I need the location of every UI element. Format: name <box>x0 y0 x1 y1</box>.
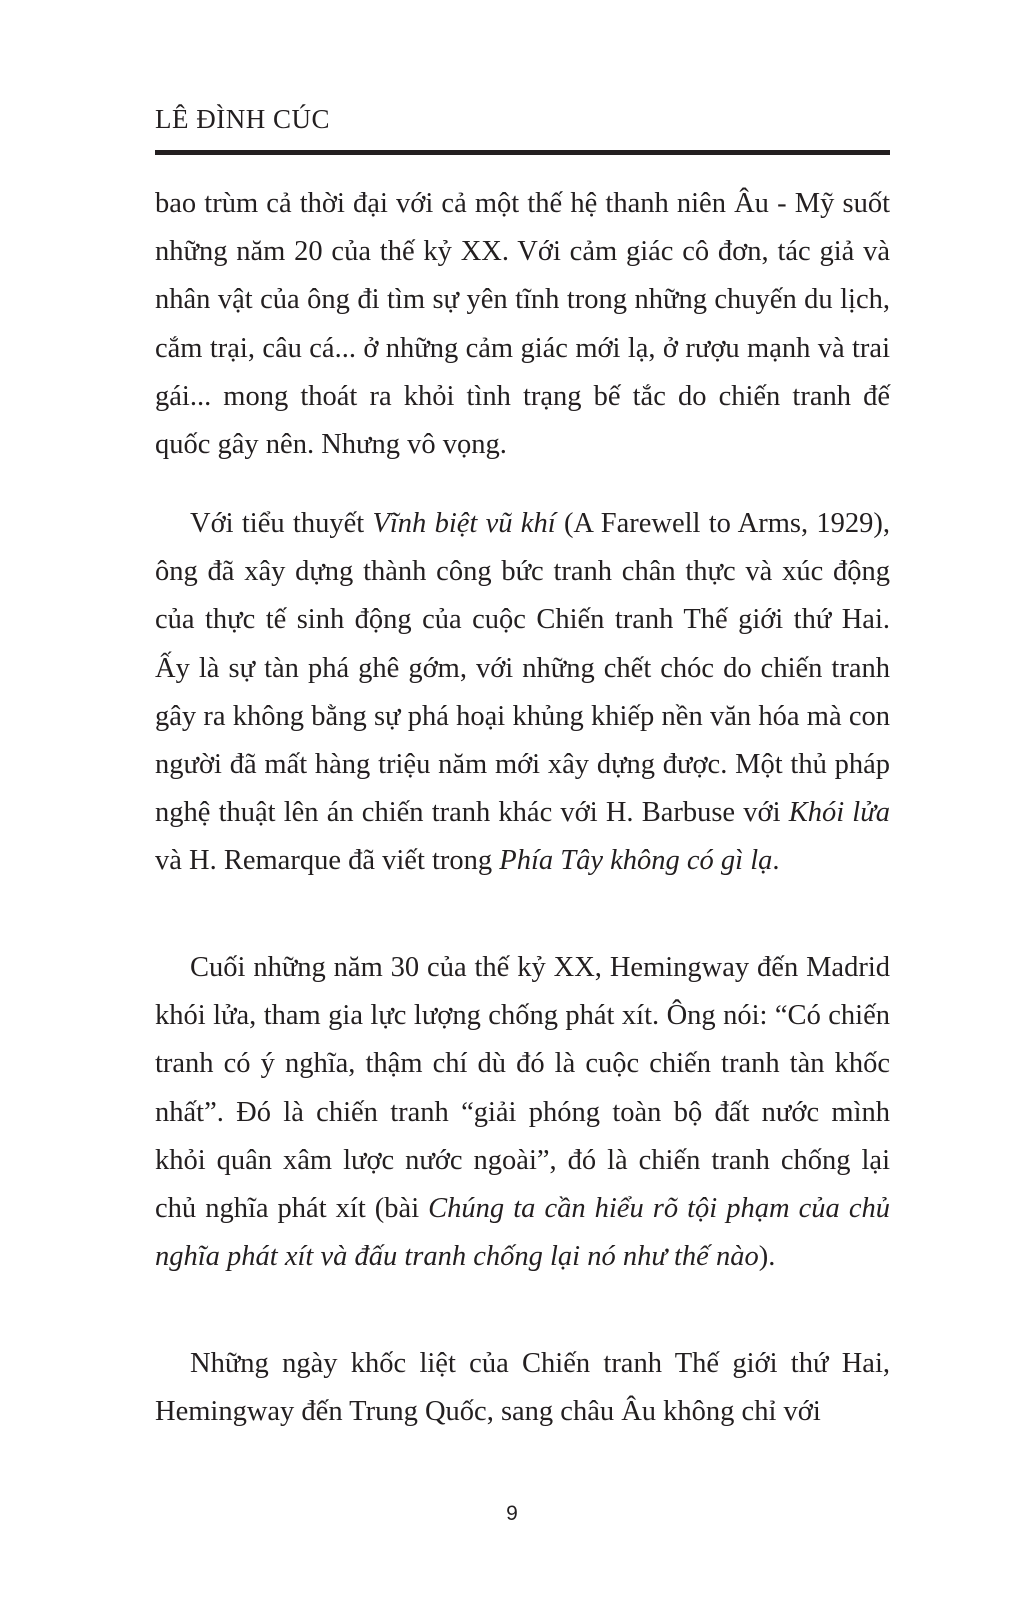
text-segment: . <box>772 845 780 877</box>
header-rule <box>155 150 890 155</box>
text-segment: Những ngày khốc liệt của Chiến tranh Thế giới thứ Hai, Hemingway đến Trung Quốc, sang châu Âu không chỉ với <box>155 1348 890 1428</box>
book-title: Phía Tây không có gì lạ <box>499 845 773 877</box>
text-segment: ). <box>758 1241 776 1273</box>
paragraph-text <box>155 1340 890 1436</box>
paragraph-text <box>155 500 890 886</box>
paragraph-text <box>155 944 890 1281</box>
page-number: 9 <box>506 1502 518 1525</box>
paragraph-3 <box>155 944 890 1281</box>
text-segment: bao trùm cả thời đại với cả một thế hệ thanh niên Âu - Mỹ suốt những năm 20 của thế kỷ XX. Với cảm giác cô đơn, tác giả và nhân vật của ông đi tìm sự yên tĩnh trong những chuyến du lịch, cắm trại, câu cá... ở những cảm giác mới lạ, ở rượu mạnh và trai gái... mong thoát ra khỏi tình trạng bế tắc do chiến tranh đế quốc gây nên. Nhưng vô vọng. <box>155 188 890 461</box>
book-title: Vĩnh biệt vũ khí <box>372 508 556 539</box>
book-title: Khói lửa <box>788 797 891 829</box>
running-head: LÊ ĐÌNH CÚC <box>155 104 330 134</box>
text-segment: và H. Remarque đã viết trong <box>155 845 500 877</box>
paragraph-2 <box>155 500 890 886</box>
paragraph-text <box>155 180 890 469</box>
text-segment: (A Farewell to Arms, 1929), ông đã xây dựng thành công bức tranh chân thực và xúc động của thực tế sinh động của cuộc Chiến tranh Thế giới thứ Hai. Ấy là sự tàn phá ghê gớm, với những chết chóc do chiến tranh gây ra không bằng sự phá hoại khủng khiếp nền văn hóa mà con người đã mất hàng triệu năm mới xây dựng được. Một thủ pháp nghệ thuật lên án chiến tranh khác với H. Barbuse với <box>155 508 891 829</box>
paragraph-4 <box>155 1340 890 1436</box>
paragraph-1 <box>155 180 890 469</box>
text-segment: Với tiểu thuyết <box>190 508 373 539</box>
article-title: Chúng ta cần hiểu rõ tội phạm của chủ nghĩa phát xít và đấu tranh chống lại nó như thế nào <box>155 1193 890 1273</box>
text-segment: Cuối những năm 30 của thế kỷ XX, Hemingway đến Madrid khói lửa, tham gia lực lượng chống phát xít. Ông nói: “Có chiến tranh có ý nghĩa, thậm chí dù đó là cuộc chiến tranh tàn khốc nhất”. Đó là chiến tranh “giải phóng toàn bộ đất nước mình khỏi quân xâm lược nước ngoài”, đó là chiến tranh chống lại chủ nghĩa phát xít (bài <box>155 952 890 1225</box>
